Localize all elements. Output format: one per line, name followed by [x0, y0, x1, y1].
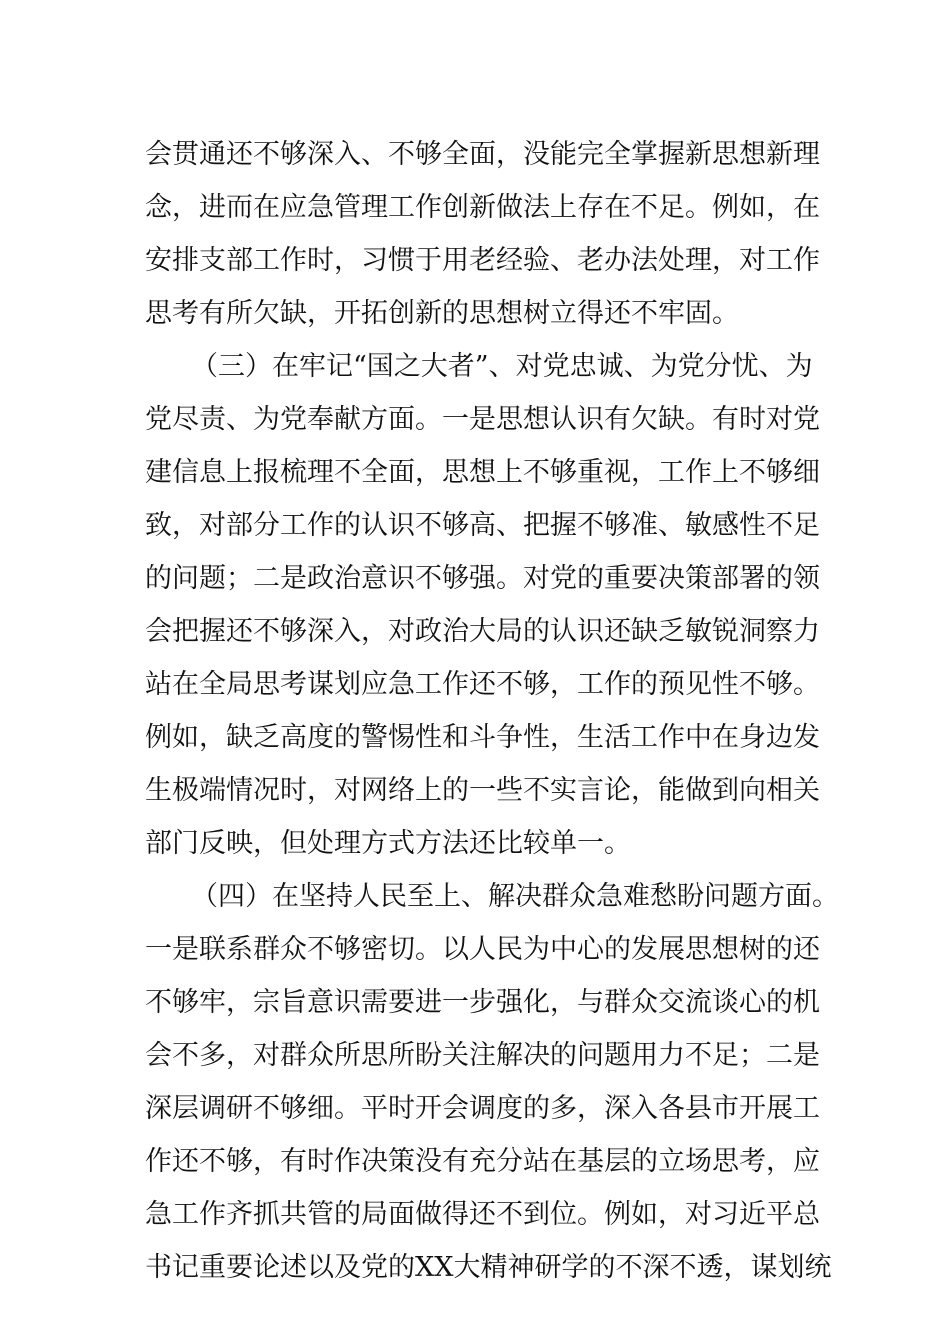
- text-line: 会把握还不够深入，对政治大局的认识还缺乏敏锐洞察力: [145, 616, 820, 647]
- text-line: 部门反映，但处理方式方法还比较单一。: [145, 828, 631, 859]
- text-line: 站在全局思考谋划应急工作还不够，工作的预见性不够。: [145, 669, 820, 700]
- text-line: 会不多，对群众所思所盼关注解决的问题用力不足；二是: [145, 1040, 820, 1071]
- text-line: 书记重要论述以及党的XX大精神研学的不深不透，谋划统: [145, 1252, 832, 1283]
- text-line: 思考有所欠缺，开拓创新的思想树立得还不牢固。: [145, 298, 739, 329]
- text-line: 不够牢，宗旨意识需要进一步强化，与群众交流谈心的机: [145, 987, 820, 1018]
- section-heading-line: （四）在坚持人民至上、解决群众急难愁盼问题方面。: [191, 881, 839, 912]
- text-line: 的问题；二是政治意识不够强。对党的重要决策部署的领: [145, 563, 820, 594]
- text-line: 建信息上报梳理不全面，思想上不够重视，工作上不够细: [145, 457, 820, 488]
- text-line: 念，进而在应急管理工作创新做法上存在不足。例如，在: [145, 192, 820, 223]
- text-line: 深层调研不够细。平时开会调度的多，深入各县市开展工: [145, 1093, 820, 1124]
- text-line: 急工作齐抓共管的局面做得还不到位。例如，对习近平总: [145, 1199, 820, 1230]
- document-body: [145, 128, 839, 1294]
- text-line: 例如，缺乏高度的警惕性和斗争性，生活工作中在身边发: [145, 722, 820, 753]
- text-line: 会贯通还不够深入、不够全面，没能完全掌握新思想新理: [145, 139, 820, 170]
- text-line: 党尽责、为党奉献方面。一是思想认识有欠缺。有时对党: [145, 404, 820, 435]
- text-line: 作还不够，有时作决策没有充分站在基层的立场思考，应: [145, 1146, 820, 1177]
- text-line: 致，对部分工作的认识不够高、把握不够准、敏感性不足: [145, 510, 820, 541]
- section-heading-line: （三）在牢记“国之大者”、对党忠诚、为党分忧、为: [191, 351, 813, 382]
- text-line: 生极端情况时，对网络上的一些不实言论，能做到向相关: [145, 775, 820, 806]
- text-line: 安排支部工作时，习惯于用老经验、老办法处理，对工作: [145, 245, 820, 276]
- text-line: 一是联系群众不够密切。以人民为中心的发展思想树的还: [145, 934, 820, 965]
